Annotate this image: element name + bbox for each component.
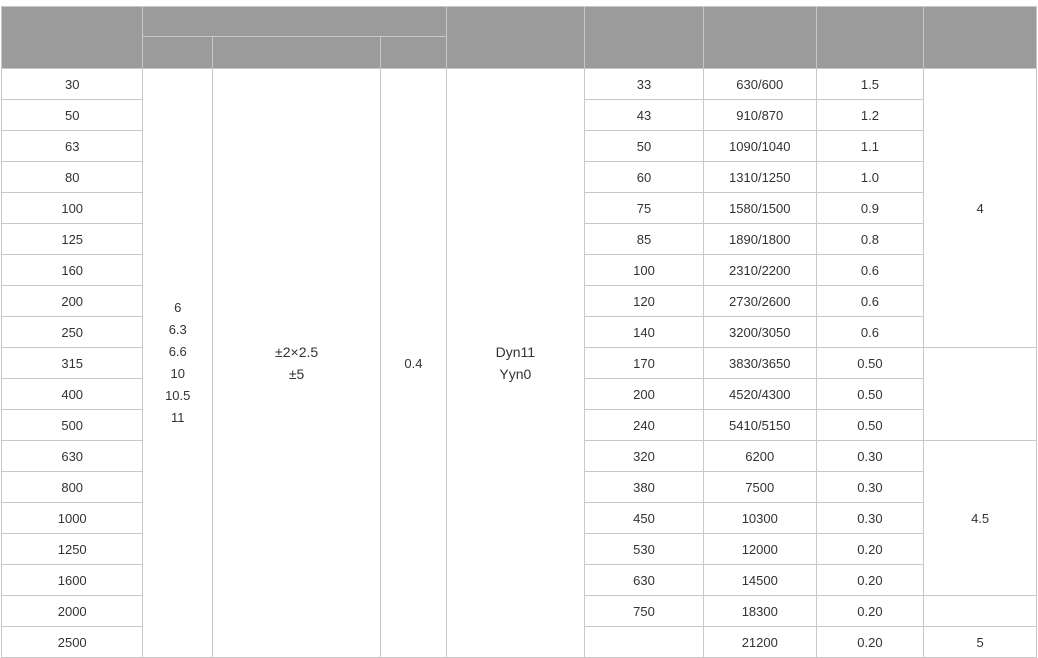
cell-no-load-loss: 450 <box>585 503 704 534</box>
tap-range-value: ±5 <box>288 366 305 382</box>
cell-impedance <box>924 348 1037 441</box>
cell-lv-value: 0.4 <box>381 69 447 658</box>
hv-value: 10 <box>170 366 185 381</box>
cell-capacity: 63 <box>2 131 143 162</box>
header-hv <box>143 37 213 69</box>
transformer-spec-table <box>1 6 1037 658</box>
cell-no-load-current: 0.6 <box>816 286 924 317</box>
hv-value: 6.3 <box>168 322 187 337</box>
cell-load-loss: 18300 <box>703 596 816 627</box>
header-connection <box>446 7 584 69</box>
cell-capacity: 2500 <box>2 627 143 658</box>
header-impedance <box>924 7 1037 69</box>
cell-no-load-current: 0.6 <box>816 317 924 348</box>
cell-capacity: 30 <box>2 69 143 100</box>
cell-capacity: 500 <box>2 410 143 441</box>
cell-no-load-current: 0.30 <box>816 472 924 503</box>
cell-load-loss: 3200/3050 <box>703 317 816 348</box>
table-header <box>2 7 1037 69</box>
cell-no-load-current: 1.5 <box>816 69 924 100</box>
cell-impedance: 5 <box>924 627 1037 658</box>
cell-hv-tap-range <box>213 69 381 658</box>
cell-capacity: 1000 <box>2 503 143 534</box>
header-no-load-current <box>816 7 924 69</box>
cell-capacity: 80 <box>2 162 143 193</box>
cell-no-load-current: 0.9 <box>816 193 924 224</box>
cell-no-load-loss: 200 <box>585 379 704 410</box>
header-capacity <box>2 7 143 69</box>
cell-load-loss: 2730/2600 <box>703 286 816 317</box>
cell-load-loss: 630/600 <box>703 69 816 100</box>
cell-no-load-loss: 33 <box>585 69 704 100</box>
header-lv <box>381 37 447 69</box>
cell-no-load-current: 0.6 <box>816 255 924 286</box>
cell-no-load-current: 0.30 <box>816 441 924 472</box>
cell-load-loss: 12000 <box>703 534 816 565</box>
header-hv-tap-range <box>213 37 381 69</box>
cell-capacity: 160 <box>2 255 143 286</box>
connection-value: Dyn11 <box>495 344 536 360</box>
cell-hv-values <box>143 69 213 658</box>
cell-no-load-loss: 43 <box>585 100 704 131</box>
cell-load-loss: 910/870 <box>703 100 816 131</box>
hv-value: 10.5 <box>165 388 191 403</box>
header-voltage-group <box>143 7 446 37</box>
cell-capacity: 200 <box>2 286 143 317</box>
cell-no-load-loss: 240 <box>585 410 704 441</box>
cell-no-load-current: 0.20 <box>816 534 924 565</box>
cell-capacity: 50 <box>2 100 143 131</box>
cell-capacity: 315 <box>2 348 143 379</box>
cell-no-load-current: 0.20 <box>816 596 924 627</box>
cell-capacity: 800 <box>2 472 143 503</box>
cell-load-loss: 10300 <box>703 503 816 534</box>
cell-no-load-loss: 75 <box>585 193 704 224</box>
cell-no-load-loss: 120 <box>585 286 704 317</box>
cell-no-load-current: 0.50 <box>816 348 924 379</box>
hv-value: 11 <box>170 410 185 425</box>
cell-no-load-current: 1.0 <box>816 162 924 193</box>
connection-value: Yyn0 <box>499 366 532 382</box>
cell-no-load-loss: 100 <box>585 255 704 286</box>
hv-value: 6 <box>174 300 182 315</box>
cell-load-loss: 21200 <box>703 627 816 658</box>
cell-load-loss: 6200 <box>703 441 816 472</box>
cell-capacity: 250 <box>2 317 143 348</box>
spec-sheet <box>0 6 1038 650</box>
cell-capacity: 630 <box>2 441 143 472</box>
cell-load-loss: 5410/5150 <box>703 410 816 441</box>
cell-no-load-loss: 530 <box>585 534 704 565</box>
cell-load-loss: 1580/1500 <box>703 193 816 224</box>
cell-impedance <box>924 596 1037 627</box>
tap-range-value: ±2×2.5 <box>275 344 319 360</box>
cell-no-load-loss: 140 <box>585 317 704 348</box>
cell-no-load-current: 0.20 <box>816 627 924 658</box>
cell-load-loss: 1090/1040 <box>703 131 816 162</box>
cell-load-loss: 7500 <box>703 472 816 503</box>
cell-no-load-loss: 85 <box>585 224 704 255</box>
cell-load-loss: 2310/2200 <box>703 255 816 286</box>
cell-capacity: 400 <box>2 379 143 410</box>
cell-no-load-loss <box>585 627 704 658</box>
cell-capacity: 1250 <box>2 534 143 565</box>
table-row <box>2 69 1037 100</box>
cell-no-load-current: 0.8 <box>816 224 924 255</box>
cell-no-load-current: 0.50 <box>816 379 924 410</box>
cell-load-loss: 1310/1250 <box>703 162 816 193</box>
cell-capacity: 100 <box>2 193 143 224</box>
cell-no-load-current: 0.30 <box>816 503 924 534</box>
cell-no-load-loss: 170 <box>585 348 704 379</box>
header-row-1 <box>2 7 1037 37</box>
cell-no-load-loss: 50 <box>585 131 704 162</box>
cell-no-load-current: 1.1 <box>816 131 924 162</box>
cell-load-loss: 14500 <box>703 565 816 596</box>
header-load-loss <box>703 7 816 69</box>
cell-no-load-loss: 380 <box>585 472 704 503</box>
cell-no-load-current: 0.20 <box>816 565 924 596</box>
hv-value: 6.6 <box>168 344 187 359</box>
cell-load-loss: 4520/4300 <box>703 379 816 410</box>
cell-impedance: 4 <box>924 69 1037 348</box>
table-body <box>2 69 1037 658</box>
cell-no-load-loss: 320 <box>585 441 704 472</box>
cell-no-load-loss: 630 <box>585 565 704 596</box>
cell-capacity: 1600 <box>2 565 143 596</box>
cell-no-load-loss: 750 <box>585 596 704 627</box>
cell-load-loss: 3830/3650 <box>703 348 816 379</box>
cell-impedance: 4.5 <box>924 441 1037 596</box>
cell-capacity: 2000 <box>2 596 143 627</box>
cell-load-loss: 1890/1800 <box>703 224 816 255</box>
cell-no-load-loss: 60 <box>585 162 704 193</box>
cell-connection-values <box>446 69 584 658</box>
header-no-load-loss <box>585 7 704 69</box>
cell-capacity: 125 <box>2 224 143 255</box>
cell-no-load-current: 0.50 <box>816 410 924 441</box>
cell-no-load-current: 1.2 <box>816 100 924 131</box>
